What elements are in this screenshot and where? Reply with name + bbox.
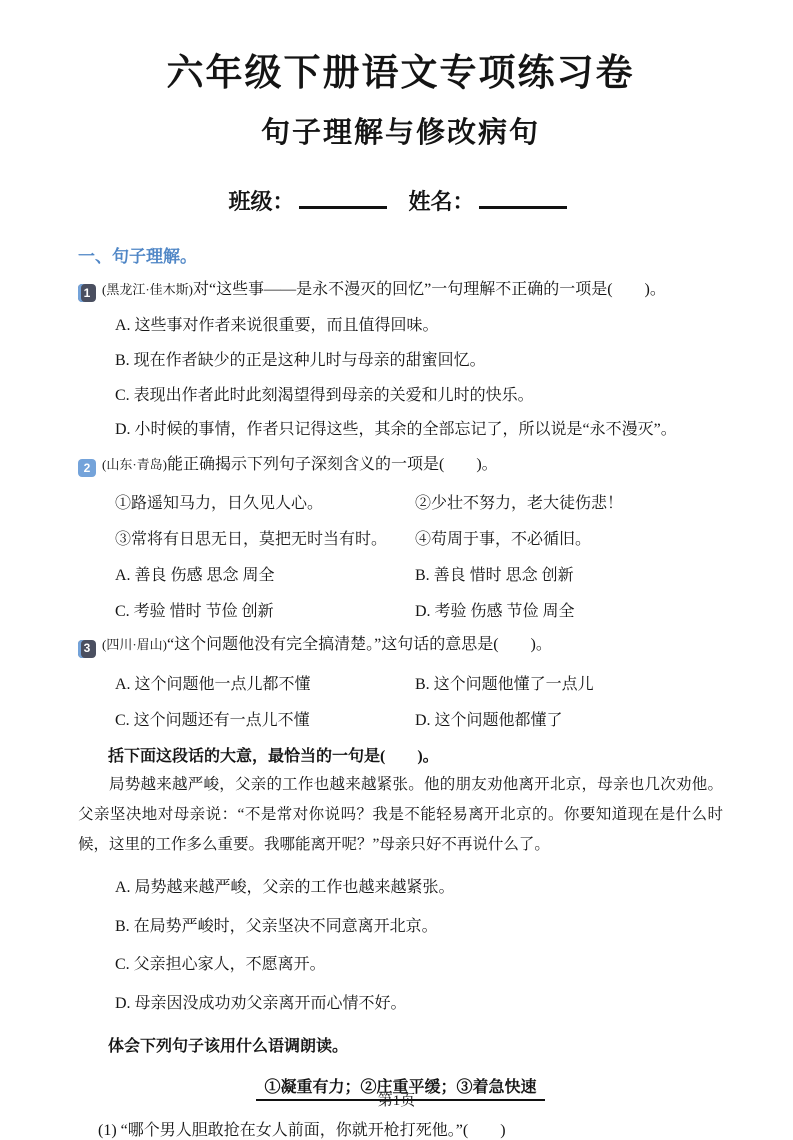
question-3-number-badge: 3: [78, 640, 96, 658]
question-4: [78, 743, 723, 1015]
sentence-1: ①路遥知马力，日久见人心。: [115, 495, 324, 513]
question-4-options: [78, 877, 723, 1014]
sentence-3: ③常将有日思无日，莫把无时当有时。: [115, 531, 388, 549]
class-label: 班级：: [228, 189, 295, 214]
option-row: [115, 671, 723, 694]
question-1-source: (黑龙江·佳木斯): [102, 282, 193, 297]
page-title: 六年级下册语文专项练习卷: [166, 52, 635, 93]
option-b: B. 现在作者缺少的正是这种儿时与母亲的甜蜜回忆。: [115, 352, 486, 369]
tone-choices: ①凝重有力；②庄重平缓；③着急快速: [256, 1079, 544, 1101]
sentence-2: ②少壮不努力，老大徒伤悲！: [415, 495, 624, 513]
option-d: D. 小时候的事情，作者只记得这些，其余的全部忘记了，所以说是“永不漫灭”。: [115, 421, 677, 439]
page-number: 第1页: [377, 1093, 416, 1109]
question-2-stem: 能正确揭示下列句子深刻含义的一项是( )。: [167, 455, 498, 473]
option-row: [115, 562, 723, 585]
question-5-stem: 体会下列句子该用什么语调朗读。: [108, 1037, 349, 1055]
question-2-stem-line: [78, 454, 723, 477]
question-1-options: [78, 315, 723, 440]
sentence-row: [115, 490, 723, 513]
question-4-passage: 局势越来越严峻，父亲的工作也越来越紧张。他的朋友劝他离开北京，母亲也几次劝他。父亲坚决地对母亲说：“不是常对你说吗？我是不能轻易离开北京的。你要知道现在是什么时候，这里的工作多么重要。我哪能离开呢？”母亲只好不再说什么了。: [78, 775, 723, 854]
question-3: [78, 634, 723, 729]
question-1: [78, 279, 723, 441]
question-3-stem: “这个问题他没有完全搞清楚。”这句话的意思是( )。: [167, 636, 552, 654]
class-blank: [299, 186, 387, 209]
question-5-sub-1: (1) “哪个男人胆敢抢在女人前面，你就开枪打死他。”( ): [98, 1121, 506, 1139]
option-d: D. 这个问题他都懂了: [415, 711, 563, 729]
option-row: [115, 598, 723, 621]
question-1-number-badge: 1: [78, 284, 96, 302]
option-c: C. 这个问题还有一点儿不懂: [115, 711, 310, 729]
name-label: 姓名：: [408, 189, 475, 214]
question-1-stem: 对“这些事——是永不漫灭的回忆”一句理解不正确的一项是( )。: [193, 281, 666, 298]
question-4-stem: 括下面这段话的大意，最恰当的一句是( )。: [108, 747, 439, 765]
option-b: B. 善良 惜时 思念 创新: [415, 567, 574, 585]
question-2-body: [78, 490, 723, 621]
question-1-stem-line: [78, 279, 723, 302]
question-2-source: (山东·青岛): [102, 456, 167, 472]
option-a: A. 局势越来越严峻，父亲的工作也越来越紧张。: [115, 879, 455, 897]
sentence-4: ④苟周于事，不必循旧。: [415, 531, 592, 549]
option-d: D. 考验 伤感 节俭 周全: [415, 603, 575, 621]
question-3-source: (四川·眉山): [102, 637, 167, 653]
page-subtitle: 句子理解与修改病句: [260, 117, 540, 149]
name-blank: [479, 186, 567, 209]
option-a: A. 这个问题他一点儿都不懂: [115, 675, 311, 693]
option-a: A. 这些事对作者来说很重要，而且值得回味。: [115, 317, 439, 335]
sentence-row: [115, 526, 723, 549]
option-c: C. 考验 惜时 节俭 创新: [115, 603, 274, 621]
question-3-options: [78, 671, 723, 730]
option-row: [115, 707, 723, 730]
option-b: B. 这个问题他懂了一点儿: [415, 675, 594, 693]
student-info-line: [78, 185, 723, 216]
question-2: [78, 454, 723, 621]
question-5: [78, 1033, 723, 1140]
option-a: A. 善良 伤感 思念 周全: [115, 567, 275, 585]
option-b: B. 在局势严峻时，父亲坚决不同意离开北京。: [115, 917, 438, 935]
section-heading: 一、句子理解。: [78, 247, 197, 266]
question-2-number-badge: 2: [78, 459, 96, 477]
option-c: C. 表现出作者此时此刻渴望得到母亲的关爱和儿时的快乐。: [115, 386, 534, 404]
option-d: D. 母亲因没成功劝父亲离开而心情不好。: [115, 995, 407, 1013]
question-3-stem-line: [78, 634, 723, 657]
option-c: C. 父亲担心家人，不愿离开。: [115, 956, 326, 974]
